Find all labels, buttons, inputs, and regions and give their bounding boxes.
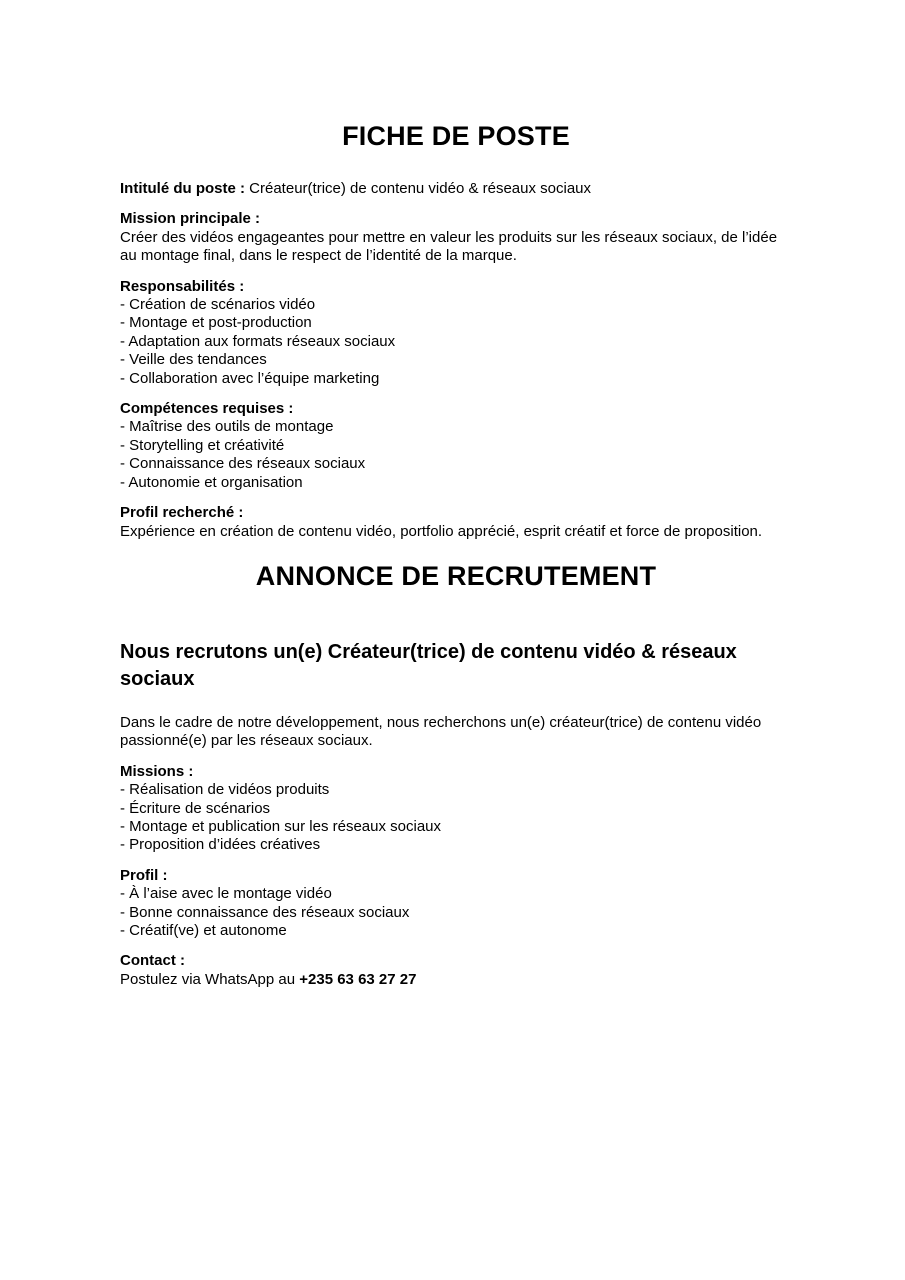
competences-heading: Compétences requises : — [120, 400, 294, 418]
list-item: - Storytelling et créativité — [120, 436, 285, 454]
annonce-title: ANNONCE DE RECRUTEMENT — [255, 560, 657, 591]
list-item: - Connaissance des réseaux sociaux — [120, 455, 366, 473]
profil-recherche-heading: Profil recherché : — [120, 504, 244, 522]
profil-heading: Profil : — [120, 866, 168, 884]
responsabilites-section — [120, 278, 792, 388]
annonce-intro: Dans le cadre de notre développement, nous recherchons un(e) créateur(trice) de contenu vidéo passionné(e) par les réseaux sociaux. — [120, 713, 762, 750]
intitule-label: Intitulé du poste : — [120, 180, 245, 197]
contact-heading: Contact : — [120, 952, 185, 970]
list-item: - À l’aise avec le montage vidéo — [120, 885, 332, 903]
contact-prefix: Postulez via WhatsApp au — [120, 970, 296, 988]
contact-line — [120, 971, 792, 989]
list-item: - Collaboration avec l’équipe marketing — [120, 369, 380, 387]
list-item: - Proposition d’idées créatives — [120, 836, 321, 854]
list-item: - Écriture de scénarios — [120, 799, 271, 817]
profil-recherche-section — [120, 504, 792, 541]
responsabilites-heading: Responsabilités : — [120, 277, 245, 295]
list-item: - Montage et publication sur les réseaux sociaux — [120, 817, 442, 835]
fiche-title: FICHE DE POSTE — [342, 121, 570, 151]
mission-principale-section — [120, 210, 792, 265]
missions-section — [120, 763, 792, 855]
contact-section — [120, 952, 792, 989]
profil-section — [120, 867, 792, 941]
list-item: - Bonne connaissance des réseaux sociaux — [120, 903, 410, 921]
mission-principale-body: Créer des vidéos engageantes pour mettre en valeur les produits sur les réseaux sociaux, de l’idée au montage final, dans le respect de l’identité de la marque. — [120, 228, 778, 265]
document-content — [120, 0, 792, 1001]
list-item: - Créatif(ve) et autonome — [120, 921, 287, 939]
contact-phone: +235 63 63 27 27 — [299, 970, 417, 988]
profil-recherche-body: Expérience en création de contenu vidéo, portfolio apprécié, esprit créatif et force de proposition. — [120, 522, 763, 540]
missions-heading: Missions : — [120, 762, 194, 780]
intitule-paragraph — [120, 180, 792, 198]
intitule-value: Créateur(trice) de contenu vidéo & réseaux sociaux — [249, 180, 592, 197]
list-item: - Autonomie et organisation — [120, 473, 303, 491]
competences-section — [120, 400, 792, 492]
list-item: - Réalisation de vidéos produits — [120, 781, 330, 799]
mission-principale-heading: Mission principale : — [120, 210, 261, 228]
list-item: - Veille des tendances — [120, 351, 267, 369]
list-item: - Maîtrise des outils de montage — [120, 418, 334, 436]
list-item: - Montage et post-production — [120, 314, 312, 332]
annonce-subtitle: Nous recrutons un(e) Créateur(trice) de contenu vidéo & réseaux sociaux — [120, 640, 737, 691]
list-item: - Adaptation aux formats réseaux sociaux — [120, 332, 396, 350]
list-item: - Création de scénarios vidéo — [120, 296, 316, 314]
